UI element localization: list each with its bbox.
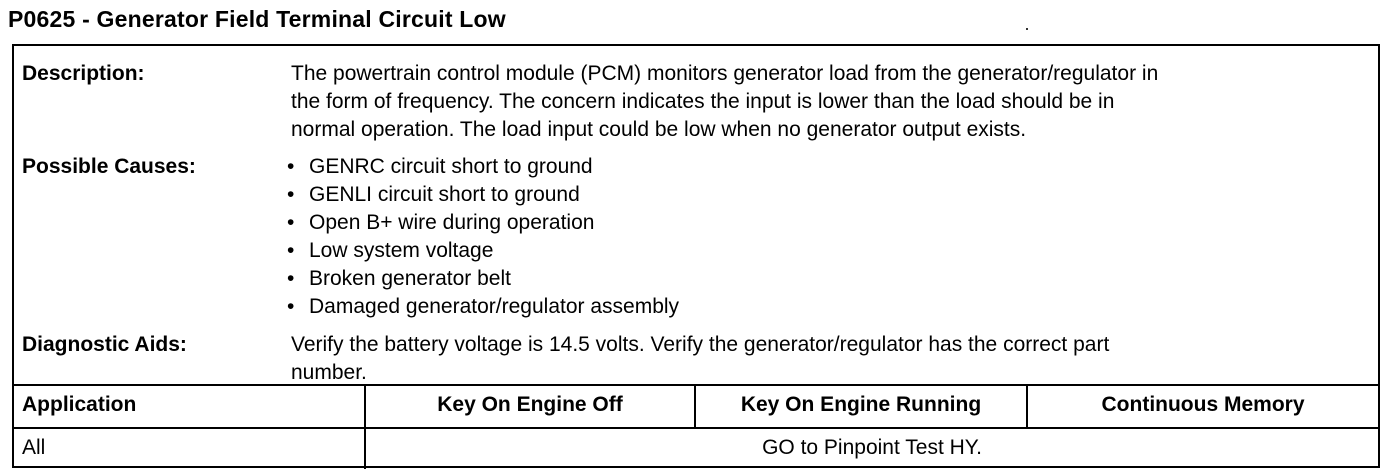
- possible-causes-list-wrap: [285, 153, 1354, 321]
- cause-item: • Damaged generator/regulator assembly: [285, 293, 1354, 321]
- cause-item: • Open B+ wire during operation: [285, 209, 1354, 237]
- diagnostic-aids-text: [291, 331, 1354, 387]
- diagnostic-aids-line: number.: [291, 361, 367, 384]
- description-text: [291, 60, 1354, 144]
- possible-causes-list: [285, 153, 1354, 321]
- page-title: P0625 - Generator Field Terminal Circuit Low: [8, 6, 506, 32]
- cause-item: • Broken generator belt: [285, 265, 1354, 293]
- header-key-on-engine-running: Key On Engine Running: [696, 386, 1028, 427]
- diagnostic-aids-line: Verify the battery voltage is 14.5 volts. Verify the generator/regulator has the correct part: [291, 333, 1110, 356]
- dtc-info-box: [12, 44, 1380, 468]
- description-line: The powertrain control module (PCM) monitors generator load from the generator/regulator in: [291, 62, 1159, 85]
- cause-item: • Low system voltage: [285, 237, 1354, 265]
- description-line: the form of frequency. The concern indicates the input is lower than the load should be in: [291, 90, 1115, 113]
- application-table: [14, 384, 1378, 466]
- pinpoint-test-instruction: GO to Pinpoint Test HY.: [762, 436, 982, 459]
- application-value: All: [14, 429, 366, 469]
- cause-item: • GENLI circuit short to ground: [285, 181, 1354, 209]
- table-row: [14, 427, 1378, 469]
- possible-causes-label: Possible Causes:: [22, 155, 196, 178]
- diagnostic-aids-label: Diagnostic Aids:: [22, 333, 187, 356]
- scan-speck: [1026, 28, 1028, 30]
- header-continuous-memory: Continuous Memory: [1101, 393, 1305, 416]
- header-application: Application: [14, 386, 366, 427]
- header-key-on-engine-off: Key On Engine Off: [366, 386, 696, 427]
- cause-item: • GENRC circuit short to ground: [285, 153, 1354, 181]
- table-header-row: [14, 386, 1378, 427]
- description-line: normal operation. The load input could be low when no generator output exists.: [291, 118, 1027, 141]
- description-label: Description:: [22, 62, 145, 85]
